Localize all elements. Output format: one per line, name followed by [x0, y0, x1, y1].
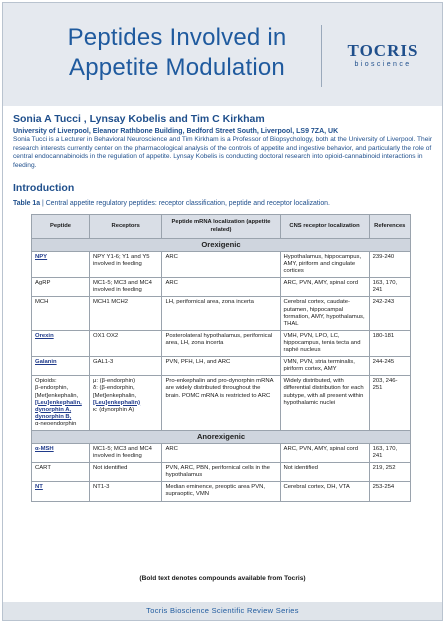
refs-cell: 180-181: [369, 330, 410, 356]
mrna-cell: Median eminence, preoptic area PVN, supraoptic, VMN: [162, 482, 280, 501]
mrna-cell: ARC: [162, 252, 280, 278]
group-row-anorexigenic: [32, 430, 411, 443]
receptors-cell: Not identified: [89, 463, 161, 482]
page-title: Peptides Involved in Appetite Modulation: [67, 24, 287, 81]
table-row: [32, 443, 411, 462]
refs-cell: 244-245: [369, 357, 410, 376]
mrna-cell: ARC: [162, 278, 280, 297]
opioid-beta-endorphin: β-endorphin,: [35, 385, 69, 392]
mrna-cell: Posterolateral hypothalamus, perifornical area, LH, zona incerta: [162, 330, 280, 356]
receptors-cell: MC1-5; MC3 and MC4 involved in feeding: [89, 278, 161, 297]
cns-cell: Cerebral cortex, caudate-putamen, hippocampal formation, AMY, hypothalamus, THAL: [280, 297, 369, 330]
header-cns: CNS receptor localization: [280, 215, 369, 239]
table-row: [32, 330, 411, 356]
table-row: [32, 463, 411, 482]
cns-cell: VMH, PVN, LPO, LC, hippocampus, tenia tecta and raphé nucleus: [280, 330, 369, 356]
mrna-cell: ARC: [162, 443, 280, 462]
header-divider: [321, 25, 322, 87]
group-label-orexigenic: Orexigenic: [32, 239, 411, 252]
table-row: [32, 278, 411, 297]
receptor-mu: μ: (β-endorphin): [92, 378, 136, 385]
tocris-logo: [327, 41, 439, 68]
peptide-name-mch: MCH: [35, 299, 49, 306]
peptide-name-cart: CART: [35, 465, 51, 472]
opioids-label: Opioids:: [35, 378, 57, 385]
mrna-cell: Pro-enkephalin and pro-dynorphin mRNA are widely distributed throughout the brain. POMC mRNA is restricted to ARC: [162, 376, 280, 431]
cns-cell: Hypothalamus, hippocampus, AMY, piriform and cingulate cortices: [280, 252, 369, 278]
author-affiliation: University of Liverpool, Eleanor Rathbone Building, Bedford Street South, Liverpool, LS9 7ZA, UK: [13, 128, 339, 135]
peptide-cell: [32, 482, 90, 501]
peptide-cell: [32, 252, 90, 278]
header-receptors: Receptors: [89, 215, 161, 239]
receptors-cell: MC1-5; MC3 and MC4 involved in feeding: [89, 443, 161, 462]
mrna-cell: PVN, PFH, LH, and ARC: [162, 357, 280, 376]
receptors-cell: [89, 376, 161, 431]
table-row: [32, 297, 411, 330]
cns-cell: ARC, PVN, AMY, spinal cord: [280, 278, 369, 297]
peptide-cell: [32, 297, 90, 330]
peptide-cell: [32, 443, 90, 462]
refs-cell: 219, 252: [369, 463, 410, 482]
authors-block: [13, 113, 435, 170]
peptide-cell: [32, 463, 90, 482]
table-row: [32, 252, 411, 278]
table-row: [32, 482, 411, 501]
peptide-link-galanin[interactable]: Galanin: [35, 359, 57, 366]
refs-cell: 242-243: [369, 297, 410, 330]
opioid-link-leu-enkephalin[interactable]: [Leu]enkephalin,: [35, 399, 82, 406]
table-caption-label: Table 1a: [13, 200, 41, 207]
header-peptide: Peptide: [32, 215, 90, 239]
author-names: Sonia A Tucci , Lynsay Kobelis and Tim C Kirkham: [13, 113, 265, 125]
cns-cell: Widely distributed, with differential distribution for each subtype, with all present within hypothalamic nuclei: [280, 376, 369, 431]
table-caption: [13, 200, 435, 207]
refs-cell: 203, 246-251: [369, 376, 410, 431]
peptides-table: [31, 214, 411, 502]
peptide-link-npy[interactable]: NPY: [35, 254, 48, 260]
header-banner: [3, 3, 442, 106]
refs-cell: 239-240: [369, 252, 410, 278]
section-heading: Introduction: [13, 182, 75, 194]
receptors-cell: NT1-3: [89, 482, 161, 501]
cns-cell: VMN, PVN, stria terminalis, piriform cortex, AMY: [280, 357, 369, 376]
author-bio: Sonia Tucci is a Lecturer in Behavioral Neuroscience and Tim Kirkham is a Professor of Biopsychology, both at the University of Liverpool. Their research interests currently center on the pharmacological analysis of the controls of appetite and ingestive behavior, and particularly the role of central endocannabinoids in the regulation of appetite. Lynsay Kobelis is conducting doctoral research into opioid-cannabinoid interactions in feeding.: [13, 136, 433, 169]
table-header-row: [32, 215, 411, 239]
peptide-cell: [32, 278, 90, 297]
receptors-cell: MCH1 MCH2: [89, 297, 161, 330]
table-row: [32, 376, 411, 431]
peptide-cell: [32, 357, 90, 376]
opioid-neoendorphin: α-neoendorphin: [35, 420, 77, 427]
bold-text-note: (Bold text denotes compounds available from Tocris): [139, 575, 306, 582]
refs-cell: 253-254: [369, 482, 410, 501]
logo-wordmark: TOCRIS: [347, 41, 419, 60]
receptor-delta: δ: (β-endorphin,: [92, 385, 135, 392]
peptide-cell: [32, 330, 90, 356]
refs-cell: 163, 170, 241: [369, 443, 410, 462]
header-mrna: Peptide mRNA localization (appetite related): [162, 215, 280, 239]
peptide-link-orexin[interactable]: Orexin: [35, 332, 54, 339]
receptors-cell: GAL1-3: [89, 357, 161, 376]
receptor-kappa: κ: (dynorphin A): [92, 406, 135, 413]
mrna-cell: LH, perifornical area, zona incerta: [162, 297, 280, 330]
cns-cell: Cerebral cortex, DH, VTA: [280, 482, 369, 501]
header-references: References: [369, 215, 410, 239]
table-row: [32, 357, 411, 376]
cns-cell: Not identified: [280, 463, 369, 482]
opioid-met-enkephalin: [Met]enkephalin,: [35, 392, 79, 399]
cns-cell: ARC, PVN, AMY, spinal cord: [280, 443, 369, 462]
opioid-link-dynorphin-b[interactable]: dynorphin B,: [35, 413, 72, 420]
peptide-cell: [32, 376, 90, 431]
peptide-name-agrp: AgRP: [35, 280, 51, 287]
group-row-orexigenic: [32, 239, 411, 252]
opioid-link-dynorphin-a[interactable]: dynorphin A,: [35, 406, 72, 413]
receptors-cell: OX1 OX2: [89, 330, 161, 356]
receptor-delta-met: [Met]enkephalin,: [92, 392, 137, 399]
mrna-cell: PVN, ARC, PBN, perifornical cells in the hypothalamus: [162, 463, 280, 482]
footer-banner: Tocris Bioscience Scientific Review Series: [3, 602, 442, 620]
receptor-delta-leu-link[interactable]: [Leu]enkephalin): [92, 399, 141, 406]
peptide-link-alpha-msh[interactable]: α-MSH: [35, 445, 54, 452]
logo-subtitle: bioscience: [354, 61, 412, 68]
refs-cell: 163, 170, 241: [369, 278, 410, 297]
peptide-link-nt[interactable]: NT: [35, 484, 43, 491]
group-label-anorexigenic: Anorexigenic: [32, 430, 411, 443]
receptors-cell: NPY Y1-6; Y1 and Y5 involved in feeding: [89, 252, 161, 278]
table-caption-text: | Central appetite regulatory peptides: receptor classification, peptide and receptor localization.: [40, 200, 330, 207]
